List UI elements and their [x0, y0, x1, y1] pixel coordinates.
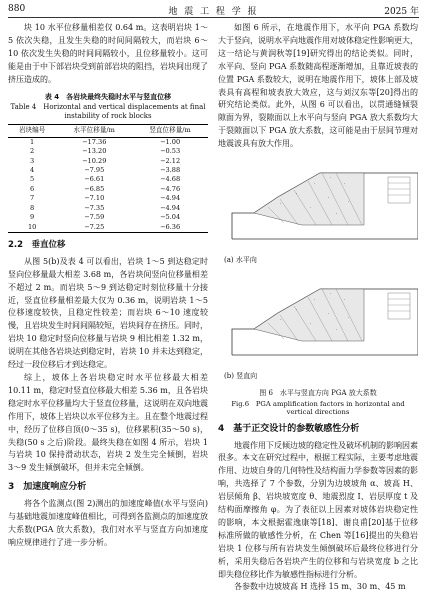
section-heading: 3 加速度响应分析 [8, 482, 87, 493]
svg-text:·: · [314, 297, 316, 303]
table-cell: −4.68 [159, 175, 181, 184]
table-cell: −3.88 [159, 166, 181, 175]
paragraph: 地震作用下反倾边坡的稳定性及破坏机制的影响因素很多。本文在研究过程中，根据工程实际，主要考虑地震作用、边坡自身的几何特性及结构面力学参数等因素的影响，共选择了 7 个参数，分别为边坡坡角 α、坡高 H、岩层倾角 β、岩块坡宽度 θ、地震烈度 I、岩层厚度 t 及结构面摩擦角 φ。为了表征以上因素对坡体岩块稳定性的影响，本文根据霍逸康等[18]、谢良甫[20]基于位移标准所做的敏感性分析，在 Chen 等[16]提出的失稳岩岩块 1 位移与所有岩块发生倾倒破坏后最终位移进行分析，采用失稳后各岩块产生的位移和与岩块宽度 b 之比即失稳位移比作为敏感性指标进行分析。 [218, 440, 418, 579]
pga-horizontal-plot [218, 155, 418, 247]
svg-text:·: · [336, 212, 338, 218]
table-cell: −6.85 [84, 184, 105, 193]
table-row [8, 166, 208, 175]
table-cell: −2.12 [159, 156, 181, 165]
table-cell: −17.36 [81, 137, 107, 146]
table-cell: 2 [30, 147, 35, 156]
table-cell: −7.35 [84, 203, 105, 212]
section-heading: 4 基于正交设计的参数敏感性分析 [218, 423, 360, 434]
table-cell: 4 [30, 166, 35, 175]
figure-caption-en: Fig.6 PGA amplification factors in horizontal and vertical directions [231, 399, 405, 417]
table-cell: 8 [30, 203, 35, 212]
paragraph: 从图 5(b)及表 4 可以看出，岩块 1～5 到达稳定时竖向位移量最大相差 3.68 m，各岩块间竖向位移量相差不超过 2 m。而岩块 5～9 到达稳定时刻位移量十分接近，竖直位移量相差最大仅为 0.36 m，说明岩块 1～5 位移速度较快，且稳定性较差；而岩块 6～10 速度较慢，且岩块发生时间间隔较短，岩块间存在挤压。同时，岩块 10 稳定时竖向位移量与岩块 9 相比相差 1.32 m，说明在其他各岩块达到稳定时，岩块 10 并未达到稳定，经过一段位移后才到达稳定。 [8, 256, 208, 370]
paragraph: 各参数中边坡坡高 H 选择 15 m、30 m、45 m [234, 582, 406, 592]
table-row [8, 157, 208, 166]
pga-vertical-plot [218, 271, 418, 363]
running-header [8, 4, 419, 18]
svg-text:·: · [328, 311, 330, 317]
svg-text:·: · [330, 291, 332, 297]
year: 2025 年 [384, 7, 419, 17]
table-header: 岩块编号 [8, 125, 56, 137]
section-heading: 2.2 垂直位移 [8, 239, 66, 250]
figure-6 [218, 155, 418, 417]
table-cell: 7 [30, 194, 35, 203]
table-cell: −4.94 [159, 203, 181, 212]
journal-title: 地 震 工 程 学 报 [168, 7, 259, 17]
paragraph: 块 10 水平位移量相差仅 0.64 m。这表明岩块 1～5 依次失稳，且发生失稳的时间间隔较大，而岩块 6～10 依次发生失稳的时间间隔较小，且位移量较小。这可能是由于中下部岩块受到前部岩块的阻挡，岩块间出现了挤压造成的。 [8, 23, 208, 84]
table-cell: −0.53 [159, 147, 181, 156]
table-row [8, 175, 208, 184]
table-cell: −13.20 [81, 147, 107, 156]
table-cell: 9 [30, 213, 35, 222]
table-cell: −4.94 [159, 194, 181, 203]
svg-text:·: · [310, 321, 312, 327]
table-header: 水平位移量/m [56, 125, 132, 137]
table-caption-cn: 表 4 各岩块最终失稳时水平与竖直位移 [44, 92, 172, 101]
table-cell: −6.36 [132, 223, 208, 233]
table-cell: −7.25 [56, 223, 132, 233]
svg-text:·: · [296, 192, 298, 198]
svg-text:·: · [348, 200, 350, 206]
table-row [8, 204, 208, 213]
paragraph: 将各个监测点(图 2)测出的加速度峰值(水平与竖向)与基础地震加速度峰值相比，可得到各监测点的加速度放大系数(PGA 放大系数)，我们对水平与竖直方向加速度响应规律进行了进一步分析。 [8, 499, 208, 547]
svg-text:·: · [280, 317, 282, 323]
table-cell: 3 [30, 156, 35, 165]
table-cell: −7.59 [84, 213, 105, 222]
table-cell: −1.00 [159, 137, 181, 146]
table-row [8, 194, 208, 203]
table-cell: 10 [8, 223, 56, 233]
svg-text:·: · [328, 196, 330, 202]
table-cell: −4.76 [159, 184, 181, 193]
table-header: 竖直位移量/m [132, 125, 208, 137]
svg-text:·: · [296, 307, 298, 313]
svg-text:·: · [336, 327, 338, 333]
svg-text:·: · [330, 176, 332, 182]
left-column [8, 22, 208, 550]
table-row [8, 185, 208, 194]
svg-text:·: · [314, 182, 316, 188]
svg-text:·: · [348, 315, 350, 321]
page-number: 880 [8, 4, 26, 14]
header-rule [8, 17, 419, 18]
table-caption-en: Table 4 Horizontal and vertical displacements at final instability of rock blocks [10, 103, 206, 121]
figure-sublabel-a: (a) 水平向 [224, 255, 257, 264]
table-cell: −10.29 [81, 156, 107, 165]
table-cell: −7.95 [84, 166, 105, 175]
table-cell: −6.61 [84, 175, 105, 184]
table-cell: 5 [30, 175, 35, 184]
table-row [8, 147, 208, 156]
table-row [8, 137, 208, 147]
svg-text:·: · [310, 206, 312, 212]
table-cell: −7.10 [84, 194, 105, 203]
table-row [8, 213, 208, 222]
figure-sublabel-b: (b) 竖直向 [224, 371, 258, 380]
displacement-table [8, 124, 208, 232]
svg-text:·: · [280, 202, 282, 208]
table-cell: 1 [30, 137, 35, 146]
paragraph: 综上，坡体上各岩块稳定时水平位移最大相差 10.11 m，稳定时竖直位移最大相差 5.36 m，且各岩块稳定时水平位移量均大于竖直位移量，这说明在双向地震作用下，坡体上岩块以水平位移为主。且在整个地震过程中，经历了位移自顶(0～35 s)，位移累积(35～50 s)，失稳(50 s 之后)阶段。最终失稳在如图 4 所示，岩块 1 与岩块 10 保持滑动状态，岩块 2 发生完全倾倒，岩块 3～9 发生倾倒破坏，但并未完全倾倒。 [8, 372, 208, 473]
paragraph: 如图 6 所示，在地震作用下，水平向 PGA 系数均大于竖向，说明水平向地震作用对坡体稳定性影响更大，这一结论与黄润秋等[19]研究得出的结论类似。同时，水平向、竖向 PGA 系数随高程逐渐增加，且靠近坡表的位置 PGA 系数较大，说明在地震作用下，坡体上部及坡表具有高程和坡表放大效应，这与刘汉东等[20]得出的研究结论类似。此外，从图 6 可以看出，以贯通缝倾裂隙面为界，裂隙面以上水平向与竖向 PGA 放大系数均大于裂隙面以下 PGA 放大系数，这可能是由于层间节理对地震波具有放大作用。 [218, 23, 418, 149]
svg-text:·: · [344, 182, 346, 188]
right-column [218, 22, 418, 594]
table-cell: −5.04 [159, 213, 181, 222]
table-cell: 6 [30, 184, 35, 193]
figure-caption-cn: 图 6 水平与竖直方向 PGA 放大系数 [259, 388, 377, 397]
table-row [8, 223, 208, 233]
svg-text:·: · [344, 297, 346, 303]
